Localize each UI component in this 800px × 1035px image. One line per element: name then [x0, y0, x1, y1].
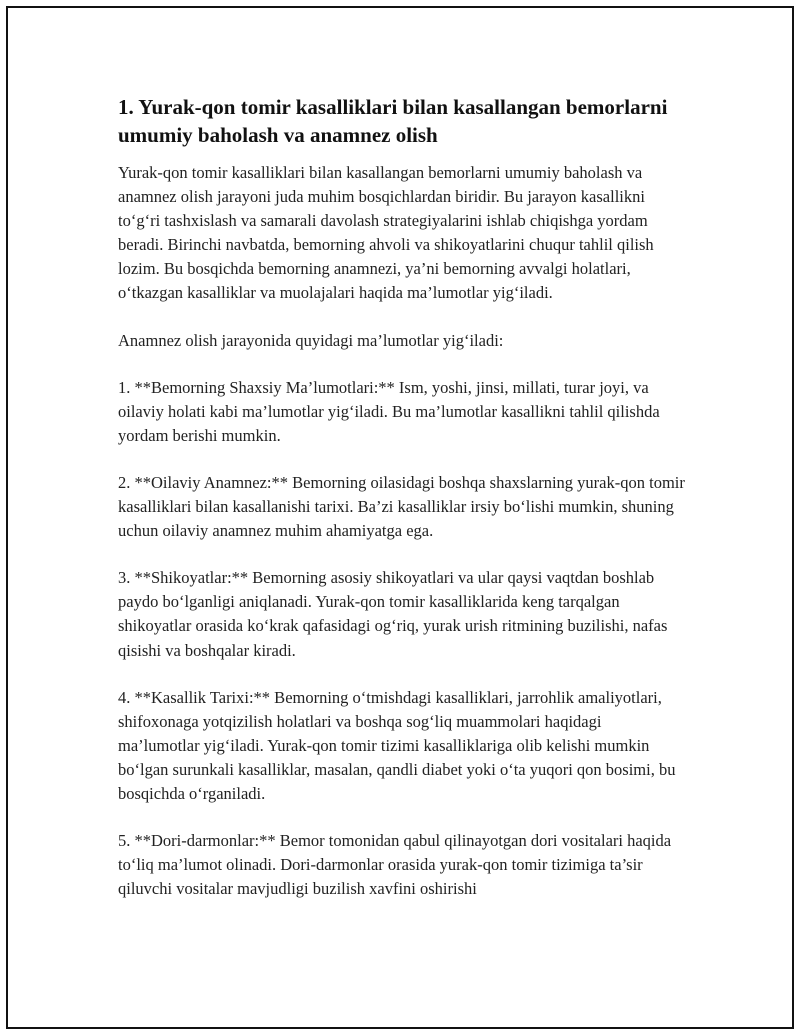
- list-item-medical-history: 4. **Kasallik Tarixi:** Bemorning o‘tmishdagi kasalliklari, jarrohlik amaliyotlari, shifoxonaga yotqizilish holatlari va boshqa sog‘liq muammolari haqidagi ma’lumotlar yig‘iladi. Yurak-qon tomir tizimi kasalliklariga olib kelishi mumkin bo‘lgan surunkali kasalliklar, masalan, qandli diabet yoki o‘ta yuqori qon bosimi, bu bosqichda o‘rganiladi.: [118, 687, 676, 803]
- intro-paragraph: Yurak-qon tomir kasalliklari bilan kasallangan bemorlarni umumiy baholash va anamnez olish jarayoni juda muhim bosqichlardan biridir. Bu jarayon kasallikni to‘g‘ri tashxislash va samarali davolash strategiyalarini ishlab chiqishga yordam beradi. Birinchi navbatda, bemorning ahvoli va shikoyatlarini chuqur tahlil qilish lozim. Bu bosqichda bemorning anamnezi, ya’ni bemorning avvalgi holatlari, o‘tkazgan kasalliklar va muolajalari haqida ma’lumotlar yig‘iladi.: [118, 163, 654, 303]
- list-intro-paragraph: Anamnez olish jarayonida quyidagi ma’lumotlar yig‘iladi:: [118, 330, 504, 350]
- document-body: [118, 93, 686, 924]
- list-item-complaints: 3. **Shikoyatlar:** Bemorning asosiy shikoyatlari va ular qaysi vaqtdan boshlab paydo bo‘lganligi aniqlanadi. Yurak-qon tomir kasalliklarida keng tarqalgan shikoyatlar orasida ko‘krak qafasidagi og‘riq, yurak urish ritmining buzilishi, nafas qisishi va boshqalar kiradi.: [118, 568, 668, 660]
- section-heading: 1. Yurak-qon tomir kasalliklari bilan kasallangan bemorlarni umumiy baholash va anamnez olish: [118, 95, 668, 147]
- list-item-medications: 5. **Dori-darmonlar:** Bemor tomonidan qabul qilinayotgan dori vositalari haqida to‘liq ma’lumot olinadi. Dori-darmonlar orasida yurak-qon tomir tizimiga ta’sir qiluvchi vositalar mavjudligi buzilish xavfini oshirishi: [118, 831, 672, 899]
- list-item-personal-info: 1. **Bemorning Shaxsiy Ma’lumotlari:** Ism, yoshi, jinsi, millati, turar joyi, va oilaviy holati kabi ma’lumotlar yig‘iladi. Bu ma’lumotlar kasallikni tahlil qilishda yordam berishi mumkin.: [118, 377, 660, 445]
- list-item-family-history: 2. **Oilaviy Anamnez:** Bemorning oilasidagi boshqa shaxslarning yurak-qon tomir kasalliklari bilan kasallanishi tarixi. Ba’zi kasalliklar irsiy bo‘lishi mumkin, shuning uchun oilaviy anamnez muhim ahamiyatga ega.: [118, 472, 685, 541]
